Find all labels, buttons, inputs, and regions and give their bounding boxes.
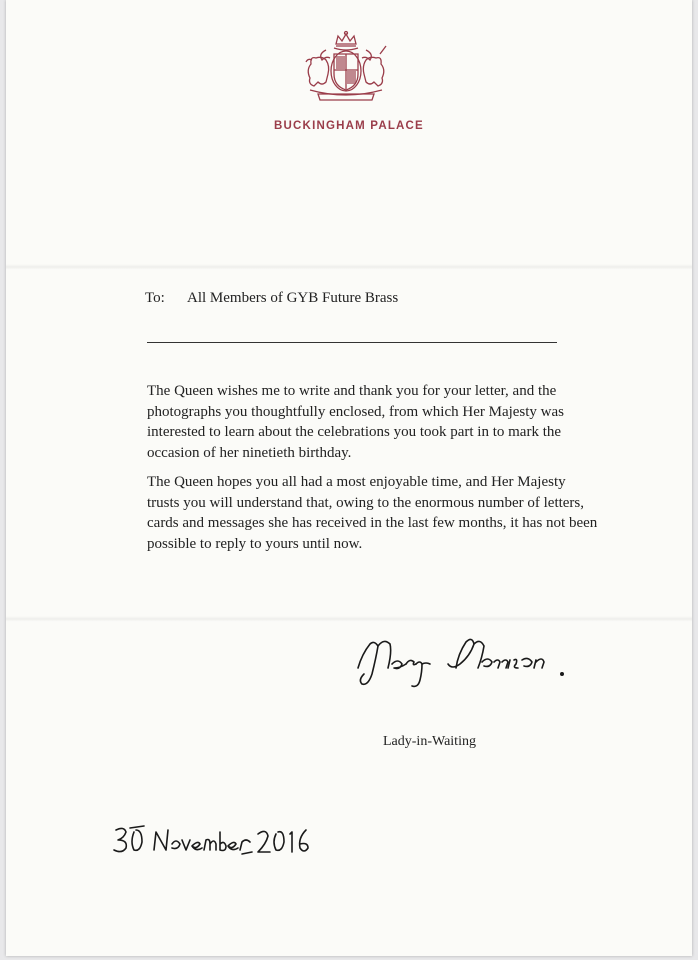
body-paragraph-2: [147, 472, 598, 554]
recipient-label: To:: [145, 290, 165, 306]
handwritten-date: [110, 822, 310, 870]
paragraph-line: possible to reply to yours until now.: [147, 535, 363, 552]
paragraph-line: cards and messages she has received in the last few months, it has not been: [147, 515, 598, 531]
body-paragraph-1: [147, 381, 577, 463]
signatory-title: Lady-in-Waiting: [383, 734, 476, 749]
paragraph-line: trusts you will understand that, owing to the enormous number of letters,: [147, 494, 585, 511]
paragraph-line: The Queen hopes you all had a most enjoyable time, and Her Majesty: [147, 474, 566, 490]
recipient-value: All Members of GYB Future Brass: [187, 290, 399, 306]
royal-coat-of-arms-icon: [296, 30, 396, 104]
divider-line: [147, 342, 557, 343]
paper-fold: [6, 616, 692, 622]
paragraph-line: photographs you thoughtfully enclosed, from which Her Majesty was: [147, 403, 565, 420]
paragraph-line: interested to learn about the celebrations you took part in to mark the: [147, 424, 562, 440]
paper-fold: [6, 264, 692, 270]
letterhead-title: BUCKINGHAM PALACE: [274, 120, 424, 132]
handwritten-signature: [348, 624, 578, 694]
paragraph-line: The Queen wishes me to write and thank you for your letter, and the: [147, 383, 557, 399]
paragraph-line: occasion of her ninetieth birthday.: [147, 444, 352, 461]
